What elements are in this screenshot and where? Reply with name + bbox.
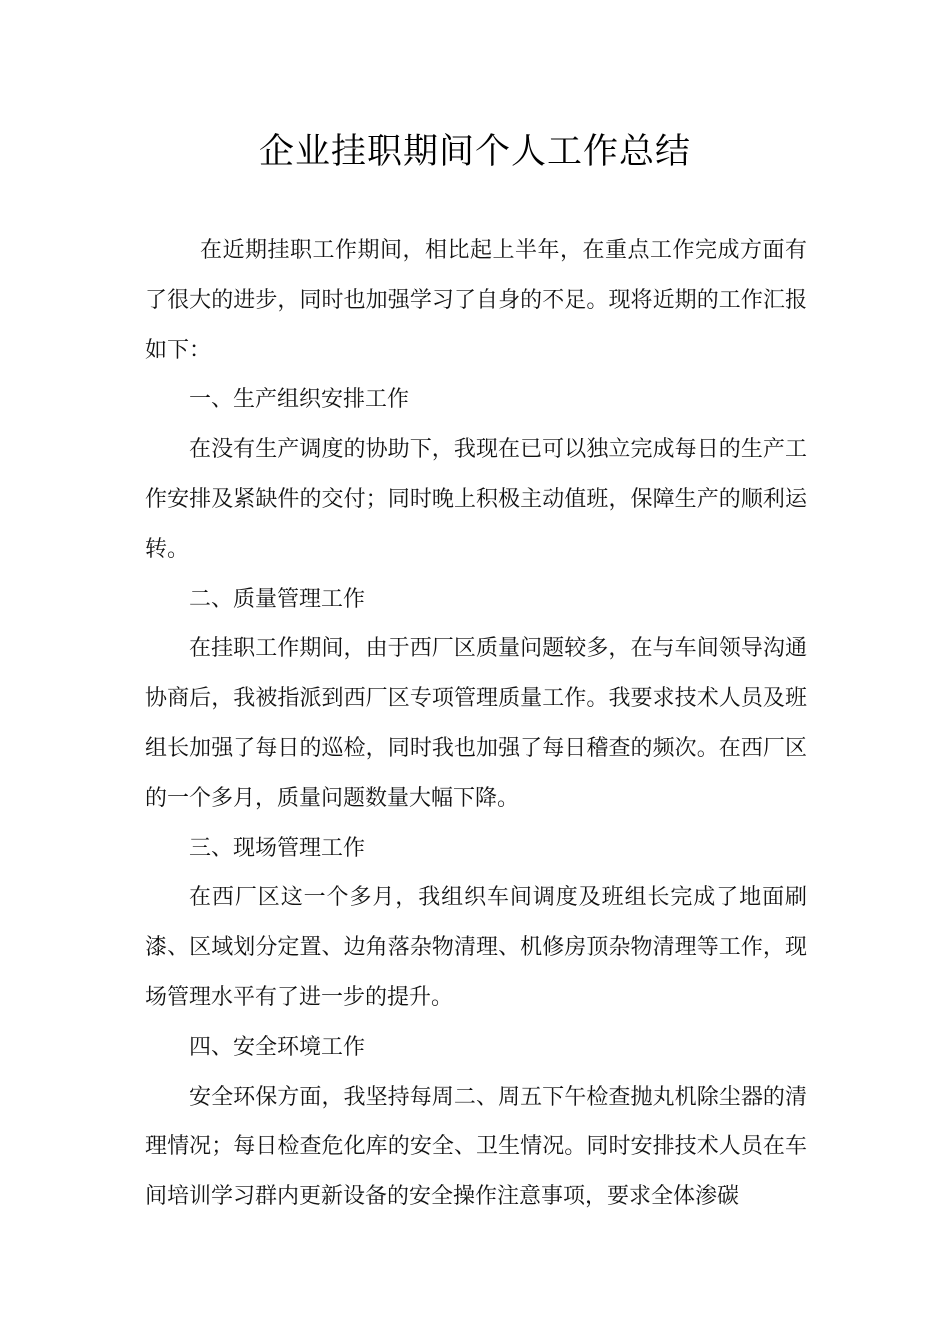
section-heading-production: 一、生产组织安排工作 xyxy=(189,387,410,413)
section-body-safety: 安全环保方面，我坚持每周二、周五下午检查抛丸机除尘器的清理情况；每日检查危化库的安全、卫生情况。同时安排技术人员在车间培训学习群内更新设备的安全操作注意事项，要求全体渗碳 xyxy=(145,1084,807,1210)
section-body-production: 在没有生产调度的协助下，我现在已可以独立完成每日的生产工作安排及紧缺件的交付；同时晚上积极主动值班，保障生产的顺利运转。 xyxy=(145,437,807,562)
section-heading-site: 三、现场管理工作 xyxy=(189,835,366,861)
document-body xyxy=(145,226,807,1222)
section-body-site: 在西厂区这一个多月，我组织车间调度及班组长完成了地面刷漆、区域划分定置、边角落杂物清理、机修房顶杂物清理等工作，现场管理水平有了进一步的提升。 xyxy=(145,885,807,1010)
document-title: 企业挂职期间个人工作总结 xyxy=(258,132,691,172)
section-body-quality: 在挂职工作期间，由于西厂区质量问题较多，在与车间领导沟通协商后，我被指派到西厂区专项管理质量工作。我要求技术人员及班组长加强了每日的巡检，同时我也加强了每日稽查的频次。在西厂区的一个多月，质量问题数量大幅下降。 xyxy=(145,636,807,811)
section-heading-quality: 二、质量管理工作 xyxy=(189,586,366,612)
section-heading-safety: 四、安全环境工作 xyxy=(189,1034,366,1060)
intro-paragraph: 在近期挂职工作期间，相比起上半年，在重点工作完成方面有了很大的进步，同时也加强学习了自身的不足。现将近期的工作汇报如下： xyxy=(145,238,807,363)
